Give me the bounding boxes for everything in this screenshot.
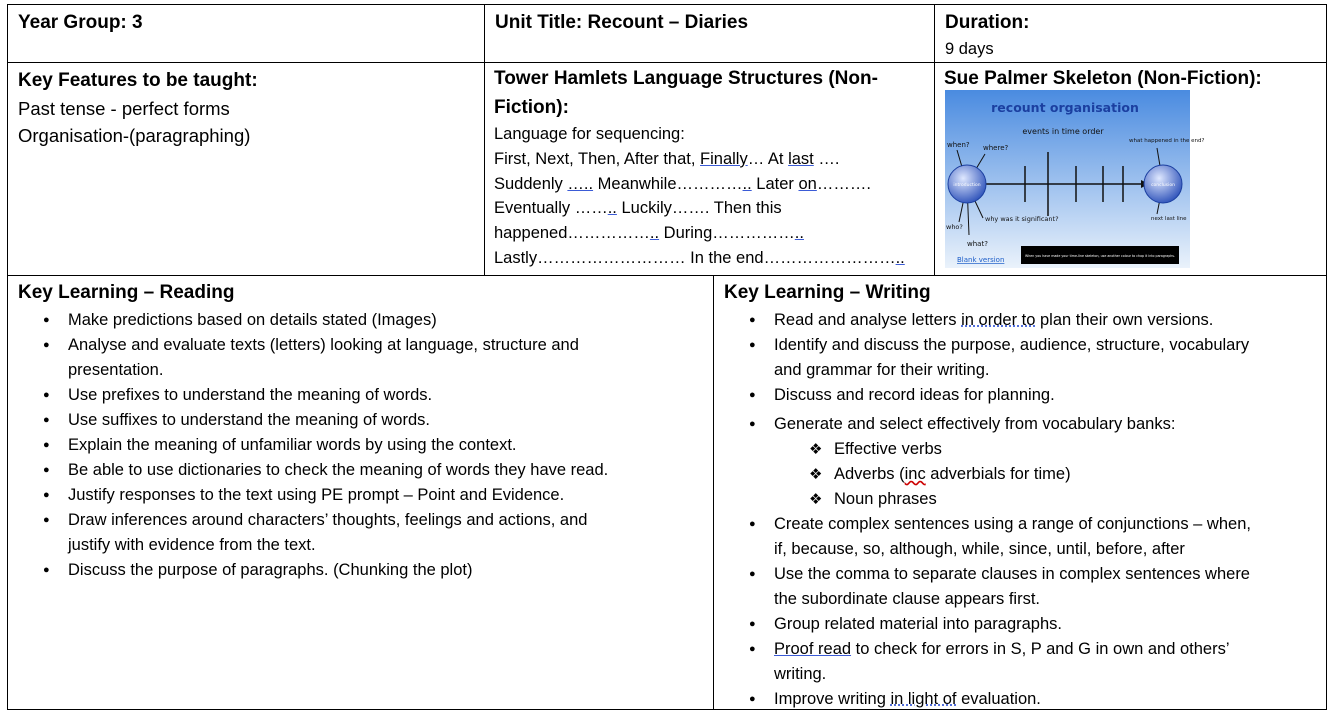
language-structures-cell (484, 62, 935, 276)
year-group-cell (7, 4, 485, 63)
introduction-node-label: introduction (953, 183, 981, 188)
text: Later (751, 174, 799, 193)
sequencing-line (494, 221, 925, 246)
text: Adverbs ( (834, 465, 905, 483)
diagram-why-label: why was it significant? (985, 215, 1059, 223)
reading-item: ● Use prefixes to understand the meaning of words. (8, 383, 703, 408)
diagram-heading: recount organisation (991, 100, 1139, 115)
key-features-line: Organisation-(paragraphing) (18, 125, 251, 146)
language-structures-title (494, 64, 925, 122)
diagram-what-label: what? (967, 240, 988, 248)
text: the subordinate clause appears first. (774, 590, 1040, 608)
writing-title: Key Learning – Writing (724, 282, 931, 303)
text: if, because, so, although, while, since, until, before, after (774, 540, 1185, 558)
text: During…………… (659, 224, 795, 243)
year-group-label: Year Group: 3 (18, 12, 143, 33)
writing-list (714, 308, 1316, 712)
text: ….. (567, 174, 594, 193)
diagram-when-label: when? (947, 141, 970, 149)
key-features-title: Key Features to be taught: (18, 70, 258, 91)
text: Meanwhile………… (593, 174, 743, 193)
text: plan their own versions. (1035, 311, 1214, 329)
sequencing-line (494, 147, 925, 172)
text: Eventually …… (494, 199, 608, 218)
duration-value: 9 days (945, 40, 994, 58)
diagram-subheading: events in time order (1022, 127, 1104, 136)
text: Analyse and evaluate texts (letters) looking at language, structure and (68, 336, 579, 354)
text: First, Next, Then, After that, (494, 149, 701, 168)
text: Improve writing (774, 690, 891, 708)
text: in light of (890, 690, 957, 708)
text: presentation. (68, 361, 164, 379)
writing-item (714, 308, 1316, 333)
reading-item (8, 508, 703, 558)
text: Luckily……. Then this (616, 199, 782, 218)
text: on (798, 174, 817, 193)
writing-item (714, 333, 1316, 383)
text: Use the comma to separate clauses in complex sentences where (774, 565, 1250, 583)
text: evaluation. (956, 690, 1041, 708)
language-structures-title-line: Tower Hamlets Language Structures (Non- (494, 68, 878, 89)
text: .. (794, 224, 804, 243)
diagram-next-last-label: next last line (1151, 216, 1187, 222)
text: Create complex sentences using a range of conjunctions – when, (774, 515, 1251, 533)
reading-cell (7, 275, 714, 710)
diagram-where-label: where? (983, 144, 1009, 152)
text: .. (742, 174, 752, 193)
reading-item: ● Make predictions based on details stated (Images) (8, 308, 703, 333)
writing-item: ● Group related material into paragraphs. (714, 612, 1316, 637)
text: Lastly……………………… In the end…………………… (494, 248, 896, 267)
text: Suddenly (494, 174, 568, 193)
text: adverbials for time) (925, 465, 1071, 483)
writing-item: ● Discuss and record ideas for planning. (714, 383, 1316, 408)
text: to check for errors in S, P and G in own and others’ (851, 640, 1230, 658)
text: .. (649, 224, 660, 243)
sequencing-line (494, 172, 925, 197)
language-structures-title-line: Fiction): (494, 97, 569, 118)
diagram-what-happened-label: what happened in the end? (1129, 138, 1205, 144)
text: last (788, 149, 814, 168)
diagram-blank-version-link[interactable]: Blank version (957, 256, 1005, 264)
writing-item (714, 687, 1316, 712)
text: happened…………… (494, 224, 650, 243)
sequencing-line (494, 246, 925, 271)
writing-subitem: ❖ Effective verbs (714, 437, 1316, 462)
reading-title: Key Learning – Reading (18, 282, 235, 303)
duration-label: Duration: (945, 12, 1030, 33)
writing-item (714, 562, 1316, 612)
text: in order to (961, 311, 1036, 329)
writing-item (714, 512, 1316, 562)
writing-subitem (714, 462, 1316, 487)
key-features-line: Past tense - perfect forms (18, 98, 230, 119)
sequencing-line (494, 196, 925, 221)
reading-item: ● Be able to use dictionaries to check the meaning of words they have read. (8, 458, 703, 483)
writing-cell (713, 275, 1327, 710)
text: justify with evidence from the text. (68, 536, 316, 554)
text: ………. (816, 174, 871, 193)
writing-subitem: ❖ Noun phrases (714, 487, 1316, 512)
text: …. (813, 149, 840, 168)
unit-title-label: Unit Title: Recount – Diaries (495, 12, 749, 33)
text: … At (747, 149, 789, 168)
reading-item (8, 333, 703, 383)
text: .. (895, 248, 905, 267)
diagram-note: When you have made your time-line skeleton, use another colour to chop it into paragraphs. (1025, 253, 1175, 258)
reading-item: ● Discuss the purpose of paragraphs. (Chunking the plot) (8, 558, 703, 583)
text: Finally (700, 149, 748, 168)
text: writing. (774, 665, 827, 683)
key-features-cell (7, 62, 485, 276)
writing-item: ● Generate and select effectively from vocabulary banks: (714, 412, 1316, 437)
sequencing-intro: Language for sequencing: (494, 125, 685, 143)
reading-item: ● Explain the meaning of unfamiliar words by using the context. (8, 433, 703, 458)
diagram-who-label: who? (946, 223, 963, 231)
duration-cell (934, 4, 1327, 63)
text: Draw inferences around characters’ thoughts, feelings and actions, and (68, 511, 588, 529)
conclusion-node-label: conclusion (1151, 183, 1175, 188)
unit-title-cell (484, 4, 935, 63)
text: and grammar for their writing. (774, 361, 990, 379)
reading-list (8, 308, 703, 583)
text: Proof read (774, 640, 852, 658)
writing-item (714, 637, 1316, 687)
text: Read and analyse letters (774, 311, 962, 329)
text: Identify and discuss the purpose, audience, structure, vocabulary (774, 336, 1250, 354)
skeleton-title: Sue Palmer Skeleton (Non-Fiction): (944, 68, 1262, 89)
recount-skeleton-diagram (945, 90, 1205, 268)
text: inc (904, 465, 926, 483)
reading-item: ● Justify responses to the text using PE prompt – Point and Evidence. (8, 483, 703, 508)
reading-item: ● Use suffixes to understand the meaning of words. (8, 408, 703, 433)
text: .. (607, 199, 617, 218)
